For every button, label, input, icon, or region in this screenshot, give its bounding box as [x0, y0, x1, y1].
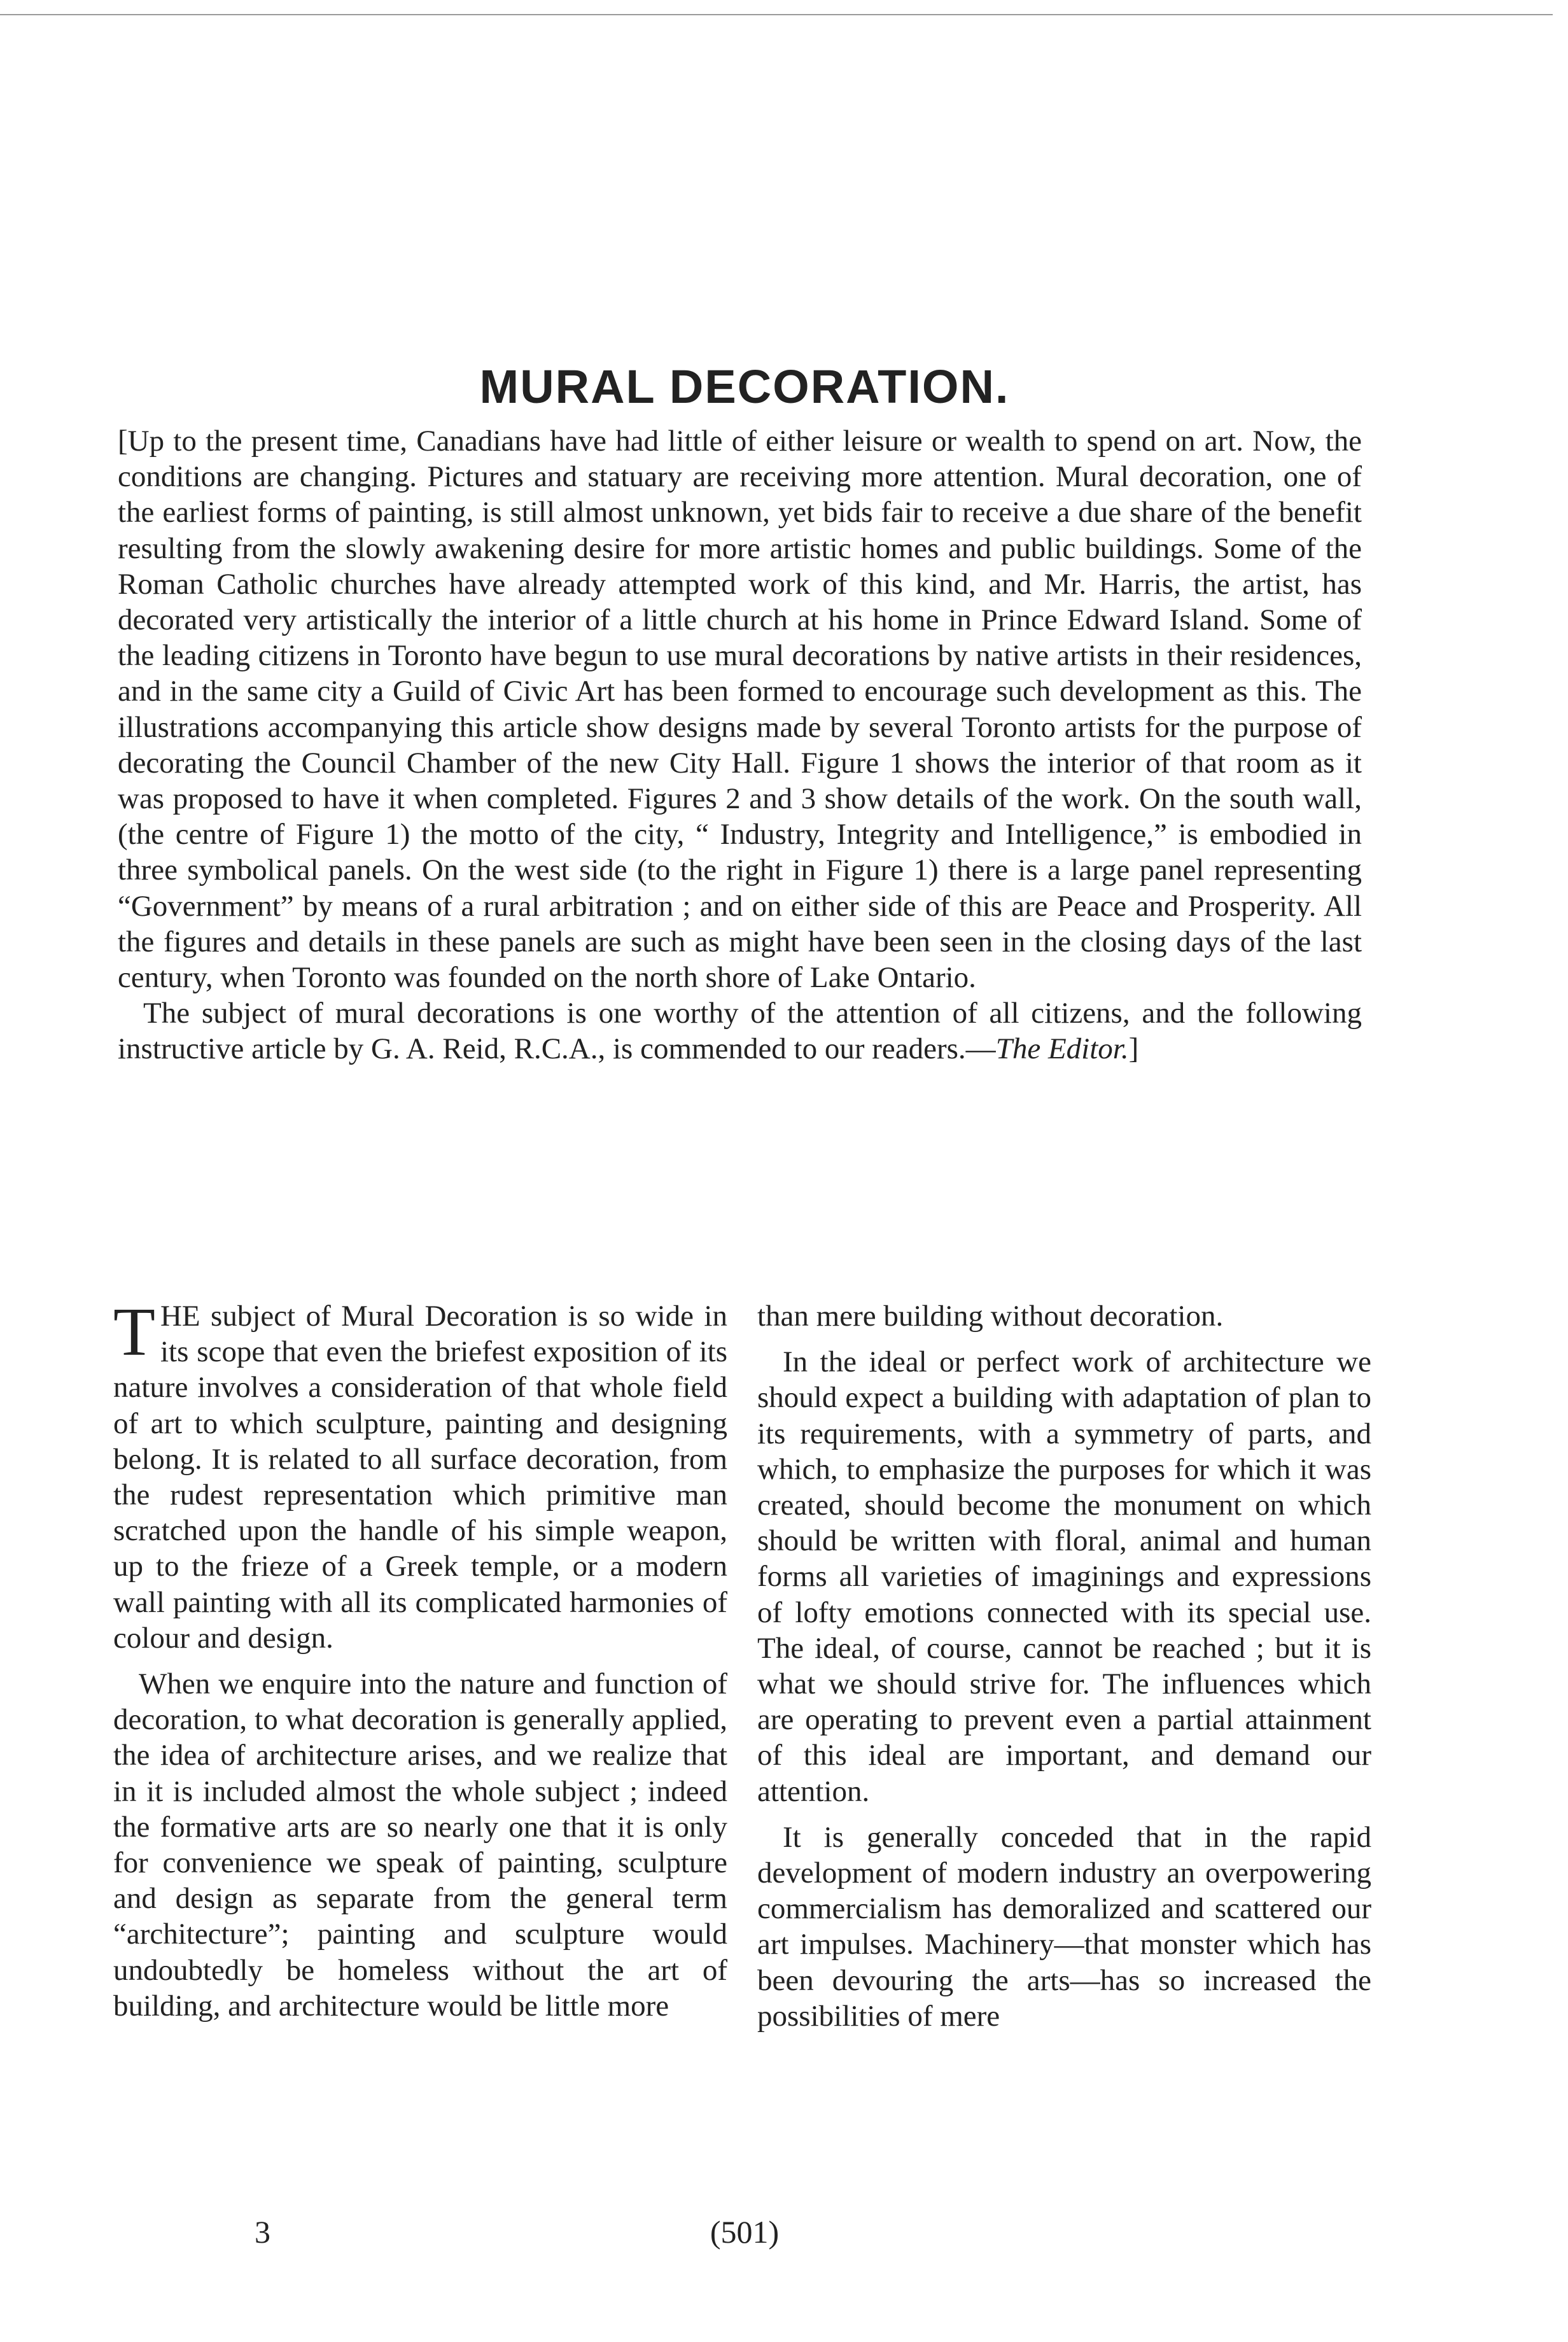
article-title: MURAL DECORATION.: [479, 360, 1010, 413]
signature-mark: 3: [255, 2214, 270, 2250]
right-paragraph-3: It is generally conceded that in the rapid development of modern industry an overpowering commercialism has demoralized and scattered our art impulses. Machinery—that monster which has been devouring the arts—has so increased the possibilities of mere: [757, 1820, 1371, 2033]
intro-paragraph-2-text: The subject of mural decorations is one worthy of the attention of all citizens, and the following instructive article by G. A. Reid, R.C.A., is commended to our readers.—: [118, 997, 1362, 1066]
drop-cap: T: [113, 1294, 155, 1370]
top-rule: [0, 14, 1553, 15]
right-paragraph-2: In the ideal or perfect work of architecture we should expect a building with adaptation of plan to its requirements, with a symmetry of parts, and which, to emphasize the purposes for which it was created, should become the monument on which should be written with floral, animal and human forms all varieties of imaginings and expressions of lofty emotions connected with its special use. The ideal, of course, cannot be reached ; but it is what we should strive for. The influences which are operating to prevent even a partial attainment of this ideal are important, and demand our attention.: [757, 1345, 1371, 1808]
intro-paragraph-2: [118, 995, 1362, 1067]
left-paragraph-2: When we enquire into the nature and function of decoration, to what decoration is generally applied, the idea of architecture arises, and we realize that in it is included almost the whole subject ; indeed the formative arts are so nearly one that it is only for convenience we speak of painting, sculpture and design as separate from the general term “architecture”; painting and sculpture would undoubtedly be homeless without the art of building, and architecture would be little more: [113, 1667, 727, 2023]
right-column: [757, 1298, 1371, 2034]
right-paragraph-1: than mere building without decoration.: [757, 1300, 1224, 1333]
intro-paragraph-1: [Up to the present time, Canadians have had little of either leisure or wealth to spend on art. Now, the conditions are changing. Pictures and statuary are receiving more attention. Mural decoration, one of the earliest forms of painting, is still almost unknown, yet bids fair to receive a due share of the benefit resulting from the slowly awakening desire for more artistic homes and public buildings. Some of the Roman Catholic churches have already attempted work of this kind, and Mr. Harris, the artist, has decorated very artistically the interior of a little church at his home in Prince Edward Island. Some of the leading citizens in Toronto have begun to use mural decorations by native artists in their residences, and in the same city a Guild of Civic Art has been formed to encourage such development as this. The illustrations accompanying this article show designs made by several Toronto artists for the purpose of decorating the Council Chamber of the new City Hall. Figure 1 shows the interior of that room as it was proposed to have it when completed. Figures 2 and 3 show details of the work. On the south wall, (the centre of Figure 1) the motto of the city, “ Industry, Integrity and Intelligence,” is embodied in three symbolical panels. On the west side (to the right in Figure 1) there is a large panel representing “Government” by means of a rural arbitration ; and on either side of this are Peace and Prosperity. All the figures and details in these panels are such as might have been seen in the closing days of the last century, when Toronto was founded on the north shore of Lake Ontario.: [118, 424, 1362, 995]
left-column: [113, 1294, 727, 2024]
page-number: (501): [710, 2214, 780, 2250]
left-paragraph-1: [113, 1294, 727, 1656]
editor-introduction: [118, 423, 1362, 1067]
left-paragraph-1-text: HE subject of Mural Decoration is so wide in its scope that even the briefest exposition of its nature involves a consideration of that whole field of art to which sculpture, painting and designing belong. It is related to all surface decoration, from the rudest representation which primitive man scratched upon the handle of his simple weapon, up to the frieze of a Greek temple, or a modern wall painting with all its complicated harmonies of colour and design.: [113, 1300, 727, 1655]
editor-signature: The Editor.: [995, 1032, 1129, 1066]
intro-closing-bracket: ]: [1128, 1032, 1139, 1066]
